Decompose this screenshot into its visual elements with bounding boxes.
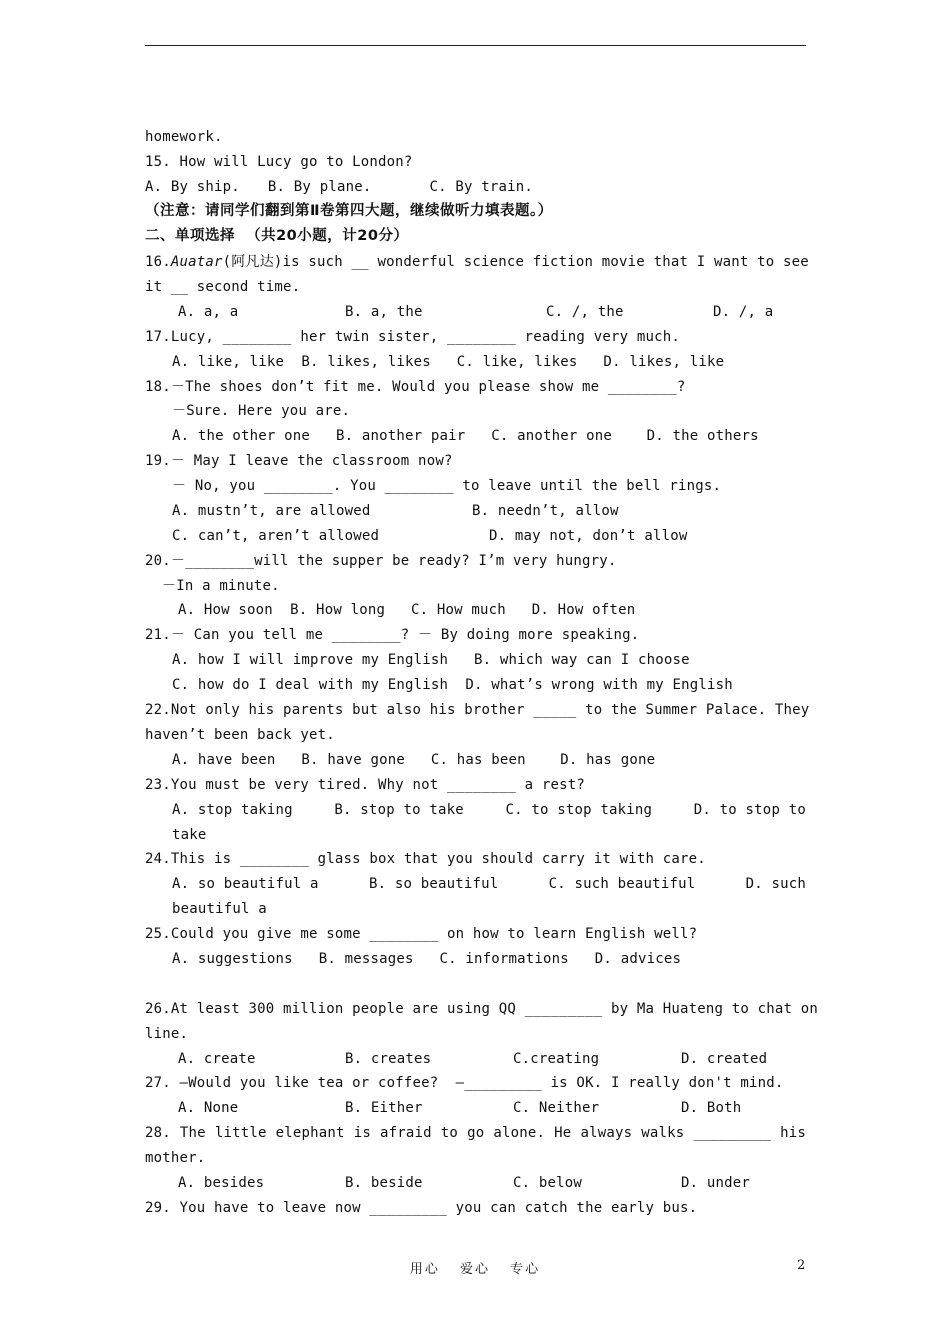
options-23: A. stop taking B. stop to take C. to stop taking D. to stop to [172,802,806,818]
options-24: A. so beautiful a B. so beautiful C. such beautiful D. such [172,876,806,892]
options-15: A. By ship. B. By plane. C. By train. [145,179,534,195]
options-17: A. like, like B. likes, likes C. like, likes D. likes, like [172,354,725,370]
question-26: 26.At least 300 million people are using QQ _________ by Ma Huateng to chat on [145,1001,819,1017]
question-22: 22.Not only his parents but also his brother _____ to the Summer Palace. They [145,702,810,718]
question-20: 20.－________will the supper be ready? I’m very hungry. [145,553,617,569]
options-19-ab: A. mustn’t, are allowed B. needn’t, allow [172,503,619,519]
question-25: 25.Could you give me some ________ on how to learn English well? [145,926,698,942]
options-20: A. How soon B. How long C. How much D. How often [178,602,636,618]
options-19-cd: C. can’t, aren’t allowed D. may not, don’t allow [172,528,688,544]
question-28-cont: mother. [145,1150,206,1166]
question-21: 21.－ Can you tell me ________? － By doing more speaking. [145,627,640,643]
header-rule [145,45,806,46]
note: （注意：请同学们翻到第Ⅱ卷第四大题，继续做听力填表题。） [145,203,553,219]
question-20-reply: －In a minute. [162,578,280,594]
options-28: A. besides B. beside C. below D. under [178,1175,751,1191]
question-19-reply: － No, you ________. You ________ to leave until the bell rings. [172,478,722,494]
question-16-cont: it __ second time. [145,279,301,295]
options-22: A. have been B. have gone C. has been D. has gone [172,752,656,768]
question-29: 29. You have to leave now _________ you can catch the early bus. [145,1200,698,1216]
question-18: 18.－The shoes don’t fit me. Would you please show me ________? [145,379,686,395]
question-22-cont: haven’t been back yet. [145,727,335,743]
options-25: A. suggestions B. messages C. informations D. advices [172,951,682,967]
options-18: A. the other one B. another pair C. another one D. the others [172,428,759,444]
question-28: 28. The little elephant is afraid to go alone. He always walks _________ his [145,1125,806,1141]
question-19: 19.－ May I leave the classroom now? [145,453,453,469]
page-number: 2 [797,1258,806,1273]
question-24: 24.This is ________ glass box that you should carry it with care. [145,851,706,867]
options-16: A. a, a B. a, the C. /, the D. /, a [178,304,774,320]
question-16: 16.Auatar(阿凡达)is such __ wonderful science fiction movie that I want to see [145,254,809,270]
options-21-cd: C. how do I deal with my English D. what’s wrong with my English [172,677,733,693]
text-line: homework. [145,129,223,145]
question-18-reply: －Sure. Here you are. [172,403,351,419]
question-26-cont: line. [145,1026,189,1042]
footer-motto: 用心 爱心 专心 [409,1262,541,1277]
options-26: A. create B. creates C.creating D. created [178,1051,768,1067]
options-24-cont: beautiful a [172,901,267,917]
options-21-ab: A. how I will improve my English B. which way can I choose [172,652,690,668]
question-27: 27. —Would you like tea or coffee? —_________ is OK. I really don't mind. [145,1075,784,1091]
question-23: 23.You must be very tired. Why not ________ a rest? [145,777,586,793]
question-15: 15. How will Lucy go to London? [145,154,413,170]
question-17: 17.Lucy, ________ her twin sister, ________ reading very much. [145,329,680,345]
options-23-cont: take [172,827,207,843]
section-title: 二、单项选择 （共20小题，计20分） [145,228,409,244]
options-27: A. None B. Either C. Neither D. Both [178,1100,742,1116]
